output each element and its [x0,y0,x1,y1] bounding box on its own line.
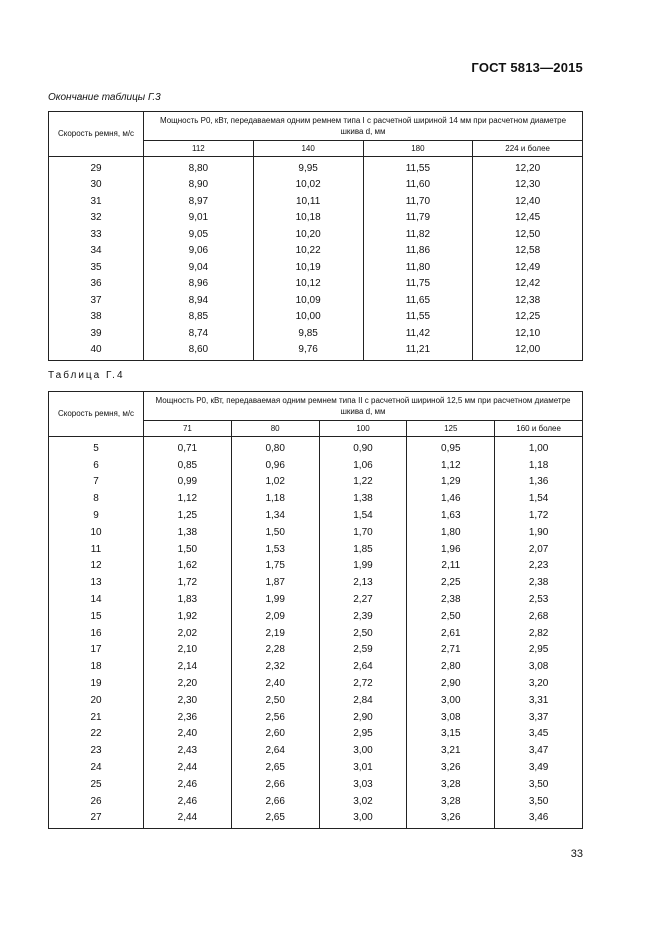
power-cell: 2,72 [319,675,407,692]
power-cell: 2,32 [231,658,319,675]
speed-cell: 15 [49,608,144,625]
power-cell: 12,30 [473,177,583,194]
power-cell: 10,12 [253,276,363,293]
power-cell: 2,61 [407,625,495,642]
diameter-column-header: 180 [363,141,473,157]
power-cell: 1,54 [319,507,407,524]
speed-cell: 10 [49,524,144,541]
speed-cell: 38 [49,309,144,326]
power-cell: 10,22 [253,243,363,260]
diameter-column-header: 80 [231,421,319,437]
power-cell: 1,18 [495,457,583,474]
power-cell: 2,10 [144,642,232,659]
power-cell: 2,20 [144,675,232,692]
power-cell: 2,71 [407,642,495,659]
power-cell: 2,64 [319,658,407,675]
power-cell: 1,46 [407,490,495,507]
power-cell: 12,42 [473,276,583,293]
power-cell: 0,99 [144,474,232,491]
power-cell: 9,05 [144,226,254,243]
diameter-column-header: 224 и более [473,141,583,157]
table-row [49,642,583,659]
power-cell: 1,54 [495,490,583,507]
power-cell: 2,60 [231,726,319,743]
power-cell: 3,21 [407,742,495,759]
power-cell: 3,46 [495,810,583,829]
power-cell: 12,49 [473,259,583,276]
speed-cell: 24 [49,759,144,776]
power-cell: 9,01 [144,210,254,227]
power-cell: 12,40 [473,193,583,210]
power-cell: 9,85 [253,325,363,342]
diameter-column-header: 125 [407,421,495,437]
power-cell: 11,21 [363,342,473,361]
speed-cell: 12 [49,558,144,575]
power-cell: 10,20 [253,226,363,243]
table-row [49,541,583,558]
power-cell: 2,23 [495,558,583,575]
power-cell: 2,95 [319,726,407,743]
table-row [49,776,583,793]
power-cell: 2,90 [319,709,407,726]
table-row [49,608,583,625]
power-cell: 1,38 [144,524,232,541]
speed-cell: 18 [49,658,144,675]
power-cell: 8,74 [144,325,254,342]
power-cell: 1,50 [144,541,232,558]
power-cell: 12,58 [473,243,583,260]
power-cell: 3,03 [319,776,407,793]
power-cell: 3,49 [495,759,583,776]
diameter-column-header: 100 [319,421,407,437]
power-cell: 1,63 [407,507,495,524]
power-cell: 1,96 [407,541,495,558]
power-cell: 10,19 [253,259,363,276]
power-cell: 2,28 [231,642,319,659]
speed-cell: 13 [49,574,144,591]
table-row [49,259,583,276]
power-cell: 2,19 [231,625,319,642]
power-cell: 11,82 [363,226,473,243]
power-cell: 3,37 [495,709,583,726]
speed-cell: 17 [49,642,144,659]
table-row [49,226,583,243]
power-cell: 1,92 [144,608,232,625]
power-cell: 2,14 [144,658,232,675]
power-cell: 2,68 [495,608,583,625]
power-cell: 1,62 [144,558,232,575]
power-cell: 3,08 [407,709,495,726]
table-row [49,276,583,293]
speed-cell: 25 [49,776,144,793]
power-cell: 1,53 [231,541,319,558]
power-cell: 8,60 [144,342,254,361]
diameter-column-header: 112 [144,141,254,157]
table-row [49,474,583,491]
power-cell: 8,80 [144,157,254,177]
power-cell: 3,28 [407,793,495,810]
table-g3 [48,111,583,361]
speed-cell: 5 [49,437,144,457]
power-cell: 1,22 [319,474,407,491]
power-cell: 11,55 [363,309,473,326]
power-cell: 1,29 [407,474,495,491]
power-cell: 2,39 [319,608,407,625]
power-cell: 2,95 [495,642,583,659]
table-row [49,507,583,524]
power-cell: 2,53 [495,591,583,608]
power-cell: 1,00 [495,437,583,457]
speed-cell: 35 [49,259,144,276]
power-cell: 2,27 [319,591,407,608]
table-row [49,193,583,210]
power-cell: 0,85 [144,457,232,474]
power-cell: 3,00 [407,692,495,709]
power-cell: 8,85 [144,309,254,326]
power-cell: 2,46 [144,793,232,810]
table-row [49,558,583,575]
power-cell: 2,38 [407,591,495,608]
speed-column-header: Скорость ремня, м/с [49,112,144,157]
power-cell: 2,11 [407,558,495,575]
speed-cell: 6 [49,457,144,474]
power-cell: 1,70 [319,524,407,541]
power-cell: 8,96 [144,276,254,293]
table-g3-caption: Окончание таблицы Г.3 [48,92,161,103]
power-cell: 3,20 [495,675,583,692]
power-cell: 3,26 [407,810,495,829]
power-cell: 2,13 [319,574,407,591]
speed-cell: 31 [49,193,144,210]
power-cell: 2,84 [319,692,407,709]
power-cell: 1,80 [407,524,495,541]
power-cell: 12,38 [473,292,583,309]
power-cell: 1,99 [319,558,407,575]
table-row [49,658,583,675]
power-cell: 3,31 [495,692,583,709]
power-cell: 1,12 [407,457,495,474]
power-cell: 3,50 [495,776,583,793]
speed-cell: 37 [49,292,144,309]
table-row [49,243,583,260]
table-row [49,309,583,326]
power-cell: 3,08 [495,658,583,675]
power-cell: 2,09 [231,608,319,625]
power-cell: 2,36 [144,709,232,726]
diameter-column-header: 140 [253,141,363,157]
speed-cell: 34 [49,243,144,260]
power-cell: 1,12 [144,490,232,507]
power-cell: 0,80 [231,437,319,457]
power-cell: 0,96 [231,457,319,474]
power-cell: 9,76 [253,342,363,361]
power-cell: 1,72 [144,574,232,591]
speed-cell: 9 [49,507,144,524]
speed-cell: 40 [49,342,144,361]
table-row [49,742,583,759]
power-cell: 1,06 [319,457,407,474]
power-cell: 12,45 [473,210,583,227]
power-cell: 2,56 [231,709,319,726]
power-cell: 3,15 [407,726,495,743]
standard-number: ГОСТ 5813—2015 [471,60,583,75]
table-row [49,292,583,309]
power-cell: 10,11 [253,193,363,210]
power-column-header: Мощность P0, кВт, передаваемая одним ремнем типа II с расчетной шириной 12,5 мм при расчетном диаметре шкива d, мм [144,392,583,421]
table-row [49,625,583,642]
table-row [49,692,583,709]
power-cell: 2,65 [231,810,319,829]
table-row [49,210,583,227]
power-cell: 11,60 [363,177,473,194]
power-cell: 12,25 [473,309,583,326]
power-cell: 2,40 [231,675,319,692]
power-cell: 1,18 [231,490,319,507]
speed-cell: 33 [49,226,144,243]
power-cell: 2,38 [495,574,583,591]
power-cell: 2,02 [144,625,232,642]
power-cell: 11,80 [363,259,473,276]
speed-cell: 7 [49,474,144,491]
power-cell: 1,36 [495,474,583,491]
power-cell: 2,66 [231,793,319,810]
power-cell: 2,46 [144,776,232,793]
power-cell: 3,01 [319,759,407,776]
power-cell: 10,09 [253,292,363,309]
power-cell: 2,50 [319,625,407,642]
speed-cell: 11 [49,541,144,558]
table-row [49,157,583,177]
table-row [49,591,583,608]
power-cell: 1,99 [231,591,319,608]
power-cell: 2,50 [407,608,495,625]
speed-cell: 27 [49,810,144,829]
table-row [49,675,583,692]
table-row [49,574,583,591]
table-row [49,177,583,194]
power-cell: 3,47 [495,742,583,759]
speed-cell: 29 [49,157,144,177]
table-row [49,490,583,507]
power-cell: 10,00 [253,309,363,326]
power-cell: 11,70 [363,193,473,210]
power-cell: 3,28 [407,776,495,793]
speed-column-header: Скорость ремня, м/с [49,392,144,437]
power-column-header: Мощность P0, кВт, передаваемая одним ремнем типа I с расчетной шириной 14 мм при расчетном диаметре шкива d, мм [144,112,583,141]
speed-cell: 32 [49,210,144,227]
table-row [49,726,583,743]
speed-cell: 21 [49,709,144,726]
speed-cell: 39 [49,325,144,342]
power-cell: 9,95 [253,157,363,177]
power-cell: 0,71 [144,437,232,457]
power-cell: 8,94 [144,292,254,309]
power-cell: 3,02 [319,793,407,810]
speed-cell: 36 [49,276,144,293]
power-cell: 3,50 [495,793,583,810]
power-cell: 11,75 [363,276,473,293]
table-row [49,793,583,810]
table-row [49,709,583,726]
table-row [49,437,583,457]
power-cell: 1,85 [319,541,407,558]
speed-cell: 20 [49,692,144,709]
power-cell: 1,90 [495,524,583,541]
power-cell: 3,00 [319,742,407,759]
power-cell: 1,34 [231,507,319,524]
power-cell: 2,82 [495,625,583,642]
diameter-column-header: 71 [144,421,232,437]
power-cell: 2,59 [319,642,407,659]
power-cell: 1,72 [495,507,583,524]
power-cell: 10,18 [253,210,363,227]
power-cell: 3,00 [319,810,407,829]
power-cell: 2,07 [495,541,583,558]
power-cell: 2,44 [144,759,232,776]
power-cell: 2,66 [231,776,319,793]
power-cell: 2,65 [231,759,319,776]
power-cell: 1,50 [231,524,319,541]
table-row [49,810,583,829]
power-cell: 12,50 [473,226,583,243]
power-cell: 2,25 [407,574,495,591]
diameter-column-header: 160 и более [495,421,583,437]
power-cell: 11,42 [363,325,473,342]
speed-cell: 8 [49,490,144,507]
power-cell: 2,90 [407,675,495,692]
power-cell: 2,80 [407,658,495,675]
table-g4-caption: Таблица Г.4 [48,370,125,381]
power-cell: 12,20 [473,157,583,177]
power-cell: 1,87 [231,574,319,591]
power-cell: 11,55 [363,157,473,177]
power-cell: 2,40 [144,726,232,743]
power-cell: 11,65 [363,292,473,309]
power-cell: 1,38 [319,490,407,507]
table-row [49,759,583,776]
page-number: 33 [570,848,583,860]
power-cell: 1,02 [231,474,319,491]
table-row [49,325,583,342]
power-cell: 1,75 [231,558,319,575]
speed-cell: 19 [49,675,144,692]
table-row [49,524,583,541]
power-cell: 12,10 [473,325,583,342]
table-g4 [48,391,583,829]
power-cell: 0,95 [407,437,495,457]
speed-cell: 16 [49,625,144,642]
power-cell: 2,64 [231,742,319,759]
speed-cell: 22 [49,726,144,743]
power-cell: 8,97 [144,193,254,210]
power-cell: 1,25 [144,507,232,524]
speed-cell: 30 [49,177,144,194]
power-cell: 3,26 [407,759,495,776]
power-cell: 1,83 [144,591,232,608]
power-cell: 8,90 [144,177,254,194]
power-cell: 11,86 [363,243,473,260]
power-cell: 2,30 [144,692,232,709]
speed-cell: 26 [49,793,144,810]
power-cell: 11,79 [363,210,473,227]
power-cell: 3,45 [495,726,583,743]
power-cell: 9,04 [144,259,254,276]
power-cell: 0,90 [319,437,407,457]
power-cell: 2,44 [144,810,232,829]
power-cell: 10,02 [253,177,363,194]
table-row [49,457,583,474]
table-row [49,342,583,361]
power-cell: 2,43 [144,742,232,759]
power-cell: 12,00 [473,342,583,361]
power-cell: 2,50 [231,692,319,709]
power-cell: 9,06 [144,243,254,260]
speed-cell: 23 [49,742,144,759]
speed-cell: 14 [49,591,144,608]
